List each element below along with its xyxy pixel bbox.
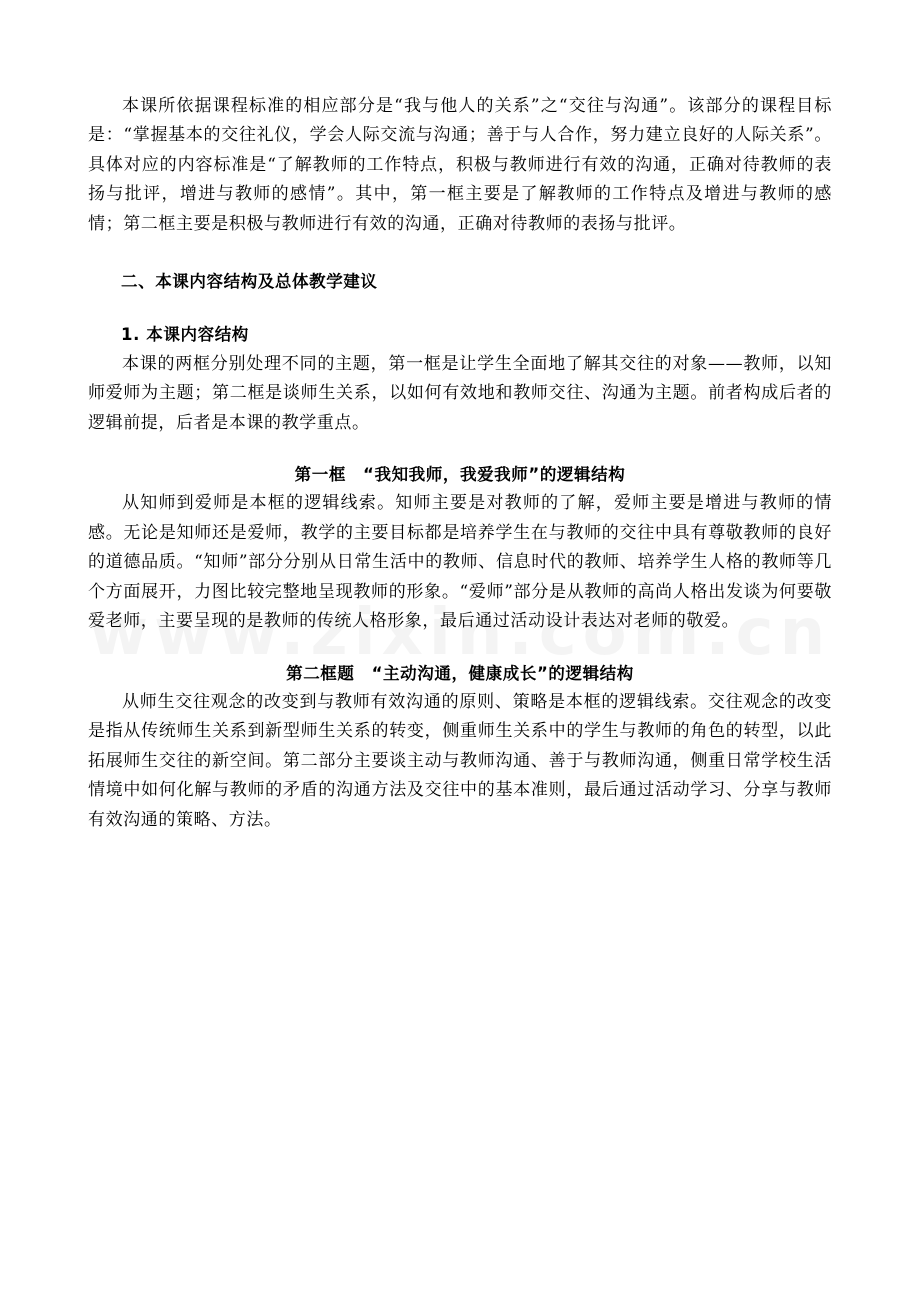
section-heading: 二、本课内容结构及总体教学建议 <box>121 272 378 292</box>
subsection-heading: 1. 本课内容结构 <box>121 325 249 345</box>
document-page <box>88 92 832 835</box>
frame1-paragraph: 从知师到爱师是本框的逻辑线索。知师主要是对教师的了解，爱师主要是增进与教师的情感。无论是知师还是爱师，教学的主要目标都是培养学生在与教师的交往中具有尊敬教师的良好的道德品质。“知师”部分分别从日常生活中的教师、信息时代的教师、培养学生人格的教师等几个方面展开，力图比较完整地呈现教师的形象。“爱师”部分是从教师的高尚人格出发谈为何要敬爱老师，主要呈现的是教师的传统人格形象，最后通过活动设计表达对老师的敬爱。 <box>88 493 832 632</box>
spacer <box>88 637 832 659</box>
spacer <box>88 438 832 460</box>
intro-paragraph: 本课所依据课程标准的相应部分是“我与他人的关系”之“交往与沟通”。该部分的课程目标是：“掌握基本的交往礼仪，学会人际交流与沟通；善于与人合作，努力建立良好的人际关系”。具体对应的内容标准是“了解教师的工作特点，积极与教师进行有效的沟通，正确对待教师的表扬与批评，增进与教师的感情”。其中，第一框主要是了解教师的工作特点及增进与教师的感情；第二框主要是积极与教师进行有效的沟通，正确对待教师的表扬与批评。 <box>88 96 832 234</box>
frame2-paragraph: 从师生交往观念的改变到与教师有效沟通的原则、策略是本框的逻辑线索。交往观念的改变是指从传统师生关系到新型师生关系的转变，侧重师生关系中的学生与教师的角色的转型，以此拓展师生交往的新空间。第二部分主要谈主动与教师沟通、善于与教师沟通，侧重日常学校生活情境中如何化解与教师的矛盾的沟通方法及交往中的基本准则，最后通过活动学习、分享与教师有效沟通的策略、方法。 <box>88 691 832 830</box>
structure-paragraph: 本课的两框分别处理不同的主题，第一框是让学生全面地了解其交往的对象——教师，以知师爱师为主题；第二框是谈师生关系，以如何有效地和教师交往、沟通为主题。前者构成后者的逻辑前提，后者是本课的教学重点。 <box>88 353 832 433</box>
spacer <box>88 296 832 320</box>
spacer <box>88 239 832 267</box>
frame2-heading: 第二框题 “主动沟通，健康成长”的逻辑结构 <box>286 663 634 683</box>
frame1-heading: 第一框 “我知我师，我爱我师”的逻辑结构 <box>294 465 626 485</box>
